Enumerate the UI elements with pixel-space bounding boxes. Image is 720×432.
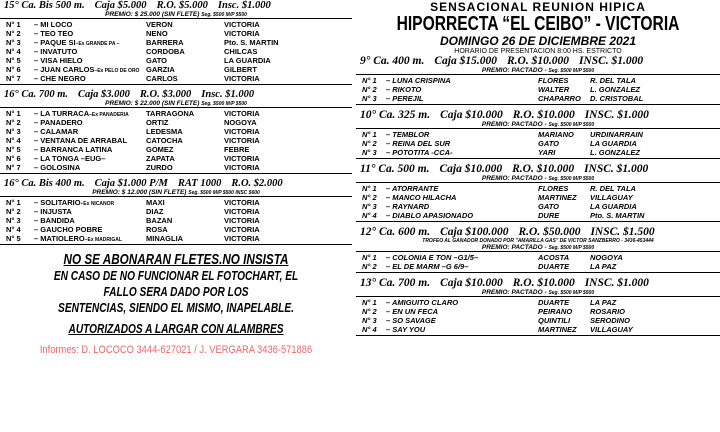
location: LA GUARDIA	[590, 202, 637, 211]
race-race15	[0, 0, 352, 85]
venue-title: HIPORRECTA “EL CEIBO” - VICTORIA	[396, 13, 680, 35]
horse-name	[34, 163, 146, 172]
runner-number: N° 5	[6, 145, 21, 154]
runner-number: N° 7	[6, 163, 21, 172]
premio-text: PREMIO: PACTADO -	[481, 244, 547, 251]
runner-row	[356, 307, 720, 316]
runner-row	[0, 234, 352, 243]
runner-number: N° 4	[362, 211, 377, 220]
runner-list	[356, 128, 720, 159]
premio-text: PREMIO: $ 12.000 (SIN FLETE)	[92, 189, 187, 196]
runner-row	[0, 163, 352, 172]
trofeo-note: TROFEO AL GANADOR DONADO POR "AMARILLA GAS" DE VICTOR SANZBERRO - 3436-453444	[422, 238, 654, 244]
race-heading-field: 11° Ca. 500 m.	[360, 163, 430, 175]
runner-row	[0, 20, 352, 29]
premio-line	[0, 189, 352, 196]
runner-row	[0, 109, 352, 118]
runner-row	[0, 29, 352, 38]
race-race12	[356, 226, 720, 273]
runner-number: N° 1	[6, 20, 21, 29]
runner-number: N° 4	[6, 47, 21, 56]
race-heading-field: R.O. $5.000	[156, 0, 208, 11]
horse-note: –Ex PELO DE ORO	[94, 68, 140, 74]
runner-list	[0, 196, 352, 245]
runner-row	[0, 198, 352, 207]
runner-row	[0, 127, 352, 136]
left-column	[0, 0, 352, 432]
informes-contact: Informes: D. LOCOCO 3444-627021 / J. VERGARA 3436-571886	[39, 344, 313, 356]
race-heading-field: Caja $5.000	[94, 0, 147, 11]
premio-seg: Seg. $500 M/P $500	[548, 68, 595, 74]
jockey: BAZAN	[146, 216, 173, 225]
jockey: ORTIZ	[146, 118, 169, 127]
jockey: VERON	[146, 20, 173, 29]
horse-name: – TEMBLOR	[386, 130, 430, 139]
horse-name	[34, 207, 146, 216]
runner-row	[356, 76, 720, 85]
jockey: MAXI	[146, 198, 165, 207]
horse-name	[34, 234, 146, 243]
runner-number: N° 1	[6, 198, 21, 207]
horse-name-text: – CHE NEGRO	[34, 74, 86, 83]
race-heading-field: R.O. $3.000	[139, 89, 192, 100]
horse-name-text: – PANADERO	[34, 118, 83, 127]
horse-name: – PEREJIL	[386, 94, 424, 103]
runner-row	[356, 193, 720, 202]
notice-no-fletes: NO SE ABONARAN FLETES.NO INSISTA	[63, 251, 289, 268]
horse-name: – POTOTITA -CCA-	[386, 148, 453, 157]
horse-name: – LUNA CRISPINA	[386, 76, 451, 85]
runner-number: N° 3	[362, 316, 377, 325]
jockey: DUARTE	[538, 262, 570, 271]
premio-text: PREMIO: PACTADO -	[481, 121, 547, 128]
runner-number: N° 1	[362, 253, 377, 262]
premio-line	[356, 175, 720, 182]
premio-seg: Seg. $500 M/P $500	[201, 101, 247, 107]
premio-text: PREMIO: PACTADO -	[481, 289, 547, 296]
race-heading-field: 12° Ca. 600 m.	[360, 226, 431, 238]
runner-row	[0, 74, 352, 83]
horse-name	[34, 216, 146, 225]
horse-name	[34, 225, 146, 234]
location: Pto. S. MARTIN	[590, 211, 645, 220]
location: LA GUARDIA	[224, 56, 271, 65]
runner-number: N° 2	[362, 193, 377, 202]
runner-number: N° 1	[362, 130, 377, 139]
location: R. DEL TALA	[590, 76, 636, 85]
runner-row	[356, 211, 720, 220]
race-heading-field: 13° Ca. 700 m.	[360, 277, 431, 289]
premio-text: PREMIO: PACTADO -	[481, 67, 547, 74]
runner-list	[356, 251, 720, 273]
location: URDINARRAIN	[590, 130, 643, 139]
runner-row	[0, 225, 352, 234]
race-heading-field: 16° Ca. 700 m.	[4, 89, 68, 100]
location: LA PAZ	[590, 298, 617, 307]
horse-name-text: – GOLOSINA	[34, 163, 81, 172]
location: FEBRE	[224, 145, 250, 154]
runner-number: N° 3	[6, 216, 21, 225]
horse-name-text: – CALAMAR	[34, 127, 79, 136]
race-heading-field: R.O. $10.000	[512, 277, 575, 289]
runner-row	[0, 118, 352, 127]
location: VICTORIA	[224, 225, 260, 234]
race-heading	[356, 226, 720, 238]
jockey: GATO	[538, 139, 559, 148]
runner-list	[356, 182, 720, 222]
horse-name	[34, 198, 146, 207]
location: VICTORIA	[224, 163, 260, 172]
jockey: BARRERA	[146, 38, 184, 47]
location: L. GONZALEZ	[590, 85, 640, 94]
horse-name	[34, 29, 146, 38]
race-heading	[0, 89, 352, 100]
jockey: GARZIA	[146, 65, 175, 74]
jockey: DUARTE	[538, 298, 570, 307]
jockey: MARIANO	[538, 130, 574, 139]
runner-number: N° 6	[6, 154, 21, 163]
location: LA PAZ	[590, 262, 617, 271]
horse-name	[34, 65, 146, 74]
notice-alambres: AUTORIZADOS A LARGAR CON ALAMBRES	[68, 321, 284, 336]
location: D. CRISTOBAL	[590, 94, 644, 103]
runner-number: N° 3	[6, 127, 21, 136]
runner-number: N° 6	[6, 65, 21, 74]
location: VICTORIA	[224, 29, 260, 38]
runner-row	[356, 184, 720, 193]
location: VICTORIA	[224, 74, 260, 83]
runner-row	[356, 325, 720, 334]
horse-name-text: – MATIOLERO	[34, 234, 85, 243]
race-heading-field: 15° Ca. Bis 500 m.	[4, 0, 85, 11]
race-heading	[356, 55, 720, 67]
location: VILLAGUAY	[590, 325, 633, 334]
runner-number: N° 1	[362, 184, 377, 193]
horse-name: – AMIGUITO CLARO	[386, 298, 459, 307]
jockey: MARTINEZ	[538, 325, 577, 334]
runner-row	[356, 202, 720, 211]
runner-row	[0, 154, 352, 163]
runner-row	[356, 253, 720, 262]
race-heading-field: Caja $15.000	[434, 55, 497, 67]
location: VICTORIA	[224, 234, 260, 243]
jockey: FLORES	[538, 76, 569, 85]
location: SERODINO	[590, 316, 631, 325]
runner-number: N° 1	[362, 76, 377, 85]
jockey: NENO	[146, 29, 168, 38]
runner-number: N° 4	[362, 325, 377, 334]
jockey: GATO	[538, 202, 559, 211]
jockey: ACOSTA	[538, 253, 570, 262]
premio-seg: Seg. $500 M/P $500	[548, 122, 595, 128]
premio-seg: Seg. $500 M/P $500 INSC $600	[188, 190, 260, 196]
premio-line	[356, 289, 720, 296]
location: VICTORIA	[224, 216, 260, 225]
premio-text: PREMIO: $ 22.000 (SIN FLETE)	[105, 100, 200, 107]
premio-line	[0, 100, 352, 107]
horse-name-text: – MI LOCO	[34, 20, 73, 29]
race-race16b	[0, 178, 352, 245]
premio-seg: Seg. $500 M/P $500	[201, 12, 247, 18]
runner-row	[356, 85, 720, 94]
runner-row	[0, 56, 352, 65]
runner-list	[356, 296, 720, 336]
horse-note: –Ex NICANOR	[80, 201, 115, 207]
location: Pto. S. MARTIN	[224, 38, 279, 47]
runner-number: N° 1	[6, 109, 21, 118]
jockey: CATOCHA	[146, 136, 183, 145]
premio-line	[356, 244, 720, 251]
jockey: ZURDO	[146, 163, 173, 172]
jockey: DIAZ	[146, 207, 164, 216]
horse-name-text: – BARRANCA LATINA	[34, 145, 113, 154]
race-heading-field: R.O. $2.000	[231, 178, 283, 189]
race-heading-field: R.O. $50.000	[518, 226, 581, 238]
jockey: ZAPATA	[146, 154, 175, 163]
premio-line	[0, 11, 352, 18]
event-title: SENSACIONAL REUNION HIPICA	[430, 0, 646, 14]
race-heading-field: 10° Ca. 325 m.	[360, 109, 431, 121]
runner-number: N° 2	[362, 262, 377, 271]
horse-name-text: – LA TURRACA	[34, 109, 90, 118]
race-heading-field: Insc. $1.000	[201, 89, 255, 100]
horse-name	[34, 47, 146, 56]
horse-name: – SAY YOU	[386, 325, 426, 334]
runner-number: N° 3	[362, 202, 377, 211]
horse-name: – ATORRANTE	[386, 184, 439, 193]
runner-number: N° 2	[6, 207, 21, 216]
jockey: ROSA	[146, 225, 168, 234]
premio-line	[356, 67, 720, 74]
race-race11	[356, 163, 720, 222]
runner-number: N° 3	[362, 148, 377, 157]
runner-number: N° 3	[362, 94, 377, 103]
runner-number: N° 2	[362, 307, 377, 316]
notice-sentencias: SENTENCIAS, SIENDO EL MISMO, INAPELABLE.	[58, 300, 294, 315]
runner-row	[0, 136, 352, 145]
race-heading	[356, 163, 720, 175]
location: NOGOYA	[224, 118, 257, 127]
race-heading-field: R.O. $10.000	[512, 109, 575, 121]
race-heading-field: Caja $1.000 P/M	[94, 178, 168, 189]
jockey: DURE	[538, 211, 560, 220]
horse-name: – REINA DEL SUR	[386, 139, 451, 148]
runner-number: N° 4	[6, 225, 21, 234]
horse-name-text: – INVATUTO	[34, 47, 78, 56]
race-race9	[356, 55, 720, 105]
runner-number: N° 3	[6, 38, 21, 47]
jockey: GOMEZ	[146, 145, 174, 154]
runner-row	[356, 139, 720, 148]
race-race13	[356, 277, 720, 336]
runner-row	[356, 148, 720, 157]
jockey: FLORES	[538, 184, 569, 193]
premio-seg: Seg. $500 M/P $500	[548, 290, 595, 296]
horse-name-text: – INJUSTA	[34, 207, 72, 216]
horse-name-text: – TEO TEO	[34, 29, 74, 38]
horse-name-text: – VISA HIELO	[34, 56, 83, 65]
location: R. DEL TALA	[590, 184, 636, 193]
location: VICTORIA	[224, 136, 260, 145]
event-date: DOMINGO 26 DE DICIEMBRE 2021	[439, 34, 637, 48]
jockey: CORDOBA	[146, 47, 185, 56]
horse-name-text: – JUAN CARLOS	[34, 65, 95, 74]
horse-name	[34, 136, 146, 145]
location: NOGOYA	[590, 253, 623, 262]
premio-line	[356, 121, 720, 128]
race-heading-field: R.O. $10.000	[512, 163, 575, 175]
jockey: CARLOS	[146, 74, 178, 83]
horse-name-text: – BANDIDA	[34, 216, 75, 225]
race-heading-field: INSC. $1.500	[590, 226, 655, 238]
runner-row	[356, 130, 720, 139]
location: VICTORIA	[224, 109, 260, 118]
runner-row	[0, 216, 352, 225]
horse-name	[34, 154, 146, 163]
jockey: YARI	[538, 148, 556, 157]
race-heading-field: Caja $10.000	[439, 163, 503, 175]
location: VICTORIA	[224, 127, 260, 136]
horse-name: – RIKOTO	[386, 85, 422, 94]
horse-name: – COLONIA E TON –G1/5–	[386, 253, 479, 262]
location: VICTORIA	[224, 154, 260, 163]
race-heading-field: 9° Ca. 400 m.	[360, 55, 425, 67]
race-heading-field: Caja $10.000	[440, 109, 503, 121]
jockey: MARTINEZ	[538, 193, 577, 202]
notice-fotochart: EN CASO DE NO FUNCIONAR EL FOTOCHART, EL FALLO SERA DADO POR LOS	[53, 268, 299, 299]
jockey: GATO	[146, 56, 167, 65]
horse-name-text: – LA TONGA –EUG–	[34, 154, 106, 163]
location: ROSARIO	[590, 307, 626, 316]
right-column	[356, 0, 720, 432]
jockey: MINAGLIA	[146, 234, 184, 243]
jockey: QUINTILI	[538, 316, 571, 325]
race-heading-field: INSC. $1.000	[578, 55, 644, 67]
horse-name-text: – PAQUE SI	[34, 38, 76, 47]
runner-row	[356, 298, 720, 307]
runner-number: N° 5	[6, 234, 21, 243]
race-race16	[0, 89, 352, 174]
premio-text: PREMIO: PACTADO -	[481, 175, 547, 182]
race-heading	[356, 109, 720, 121]
premio-seg: Seg. $500 M/P $500	[548, 176, 595, 182]
location: VICTORIA	[224, 207, 260, 216]
runner-row	[0, 207, 352, 216]
race-heading-field: INSC. $1.000	[584, 277, 649, 289]
horse-note: –Ex PANADERIA	[89, 112, 129, 118]
presentation-time: HORARIO DE PRESENTACION 8:00 HS. ESTRICTO	[454, 48, 622, 55]
race-heading-field: Caja $3.000	[78, 89, 130, 100]
race-heading-field: 16° Ca. Bis 400 m.	[4, 178, 85, 189]
runner-number: N° 2	[6, 29, 21, 38]
runner-number: N° 2	[362, 85, 377, 94]
runner-number: N° 2	[6, 118, 21, 127]
race-heading-field: RAT 1000	[177, 178, 222, 189]
horse-name: – DIABLO APASIONADO	[386, 211, 474, 220]
horse-name: – MANCO HILACHA	[386, 193, 457, 202]
location: VILLAGUAY	[590, 193, 633, 202]
horse-note: –Ex MADRIGAL	[84, 237, 122, 243]
runner-row	[0, 145, 352, 154]
race-heading-field: INSC. $1.000	[584, 109, 649, 121]
horse-name	[34, 145, 146, 154]
horse-name: – RAYNARD	[386, 202, 430, 211]
runner-row	[356, 94, 720, 103]
runner-row	[0, 65, 352, 74]
runner-number: N° 4	[6, 136, 21, 145]
runner-list	[356, 74, 720, 105]
race-heading	[356, 277, 720, 289]
horse-name	[34, 20, 146, 29]
race-heading-field: Insc. $1.000	[217, 0, 271, 11]
horse-name-text: – GAUCHO POBRE	[34, 225, 103, 234]
premio-text: PREMIO: $ 25.000 (SIN FLETE)	[105, 11, 200, 18]
premio-seg: Seg. $500 M/P $500	[548, 245, 595, 251]
runner-number: N° 2	[362, 139, 377, 148]
jockey: LEDESMA	[146, 127, 183, 136]
horse-name-text: – VENTANA DE ARRABAL	[34, 136, 128, 145]
runner-list	[0, 107, 352, 174]
location: VICTORIA	[224, 198, 260, 207]
horse-name	[34, 74, 146, 83]
location: VICTORIA	[224, 20, 260, 29]
jockey: CHAPARRO	[538, 94, 581, 103]
horse-name: – EL DE MARM –G 6/9–	[386, 262, 469, 271]
horse-name: – EN UN FECA	[386, 307, 439, 316]
runner-row	[0, 38, 352, 47]
horse-name	[34, 38, 146, 47]
horse-name-text: – SOLITARIO	[34, 198, 81, 207]
location: LA GUARDIA	[590, 139, 637, 148]
horse-name: – SO SAVAGE	[386, 316, 436, 325]
location: CHILCAS	[224, 47, 258, 56]
jockey: TARRAGONA	[146, 109, 195, 118]
horse-name	[34, 127, 146, 136]
race-heading-field: Caja $10.000	[440, 277, 503, 289]
runner-number: N° 7	[6, 74, 21, 83]
race-heading-field: INSC. $1.000	[584, 163, 649, 175]
horse-name	[34, 109, 146, 118]
runner-list	[0, 18, 352, 85]
horse-name	[34, 56, 146, 65]
runner-row	[356, 316, 720, 325]
race-race10	[356, 109, 720, 159]
jockey: PEIRANO	[538, 307, 573, 316]
race-heading-field: Caja $100.000	[440, 226, 509, 238]
jockey: WALTER	[538, 85, 570, 94]
location: L. GONZALEZ	[590, 148, 640, 157]
runner-row	[356, 262, 720, 271]
runner-row	[0, 47, 352, 56]
horse-name	[34, 118, 146, 127]
race-heading	[0, 0, 352, 11]
runner-number: N° 1	[362, 298, 377, 307]
race-heading-field: R.O. $10.000	[506, 55, 569, 67]
horse-note: –Ex GRANDE PA –	[75, 41, 120, 47]
location: GILBERT	[224, 65, 257, 74]
runner-number: N° 5	[6, 56, 21, 65]
race-heading	[0, 178, 352, 189]
